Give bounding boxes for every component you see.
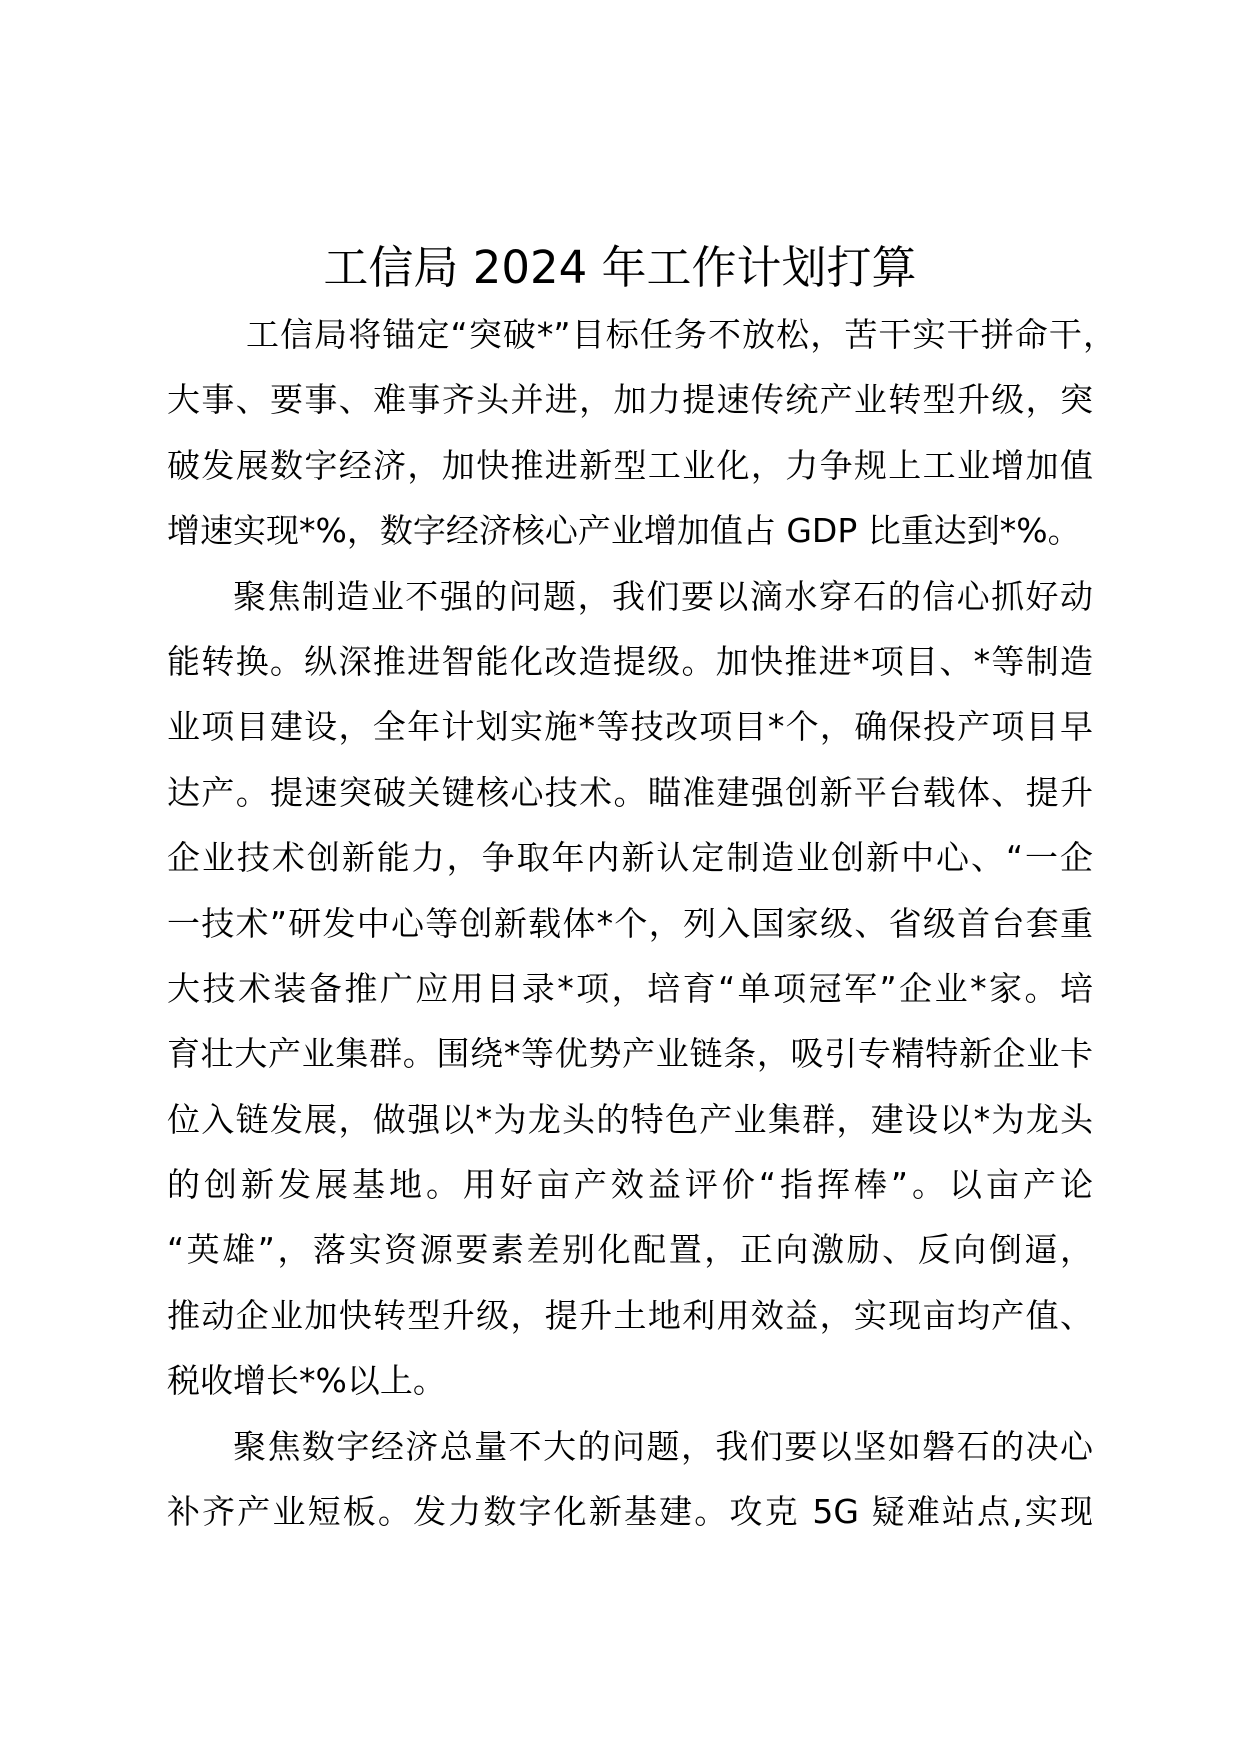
text-line: 增速实现*%，数字经济核心产业增加值占 GDP 比重达到*%。 xyxy=(167,511,1081,551)
text-line: 达产。提速突破关键核心技术。瞄准建强创新平台载体、提升 xyxy=(167,772,1093,812)
text-line: 的创新发展基地。用好亩产效益评价“指挥棒”。以亩产论 xyxy=(167,1165,1093,1205)
text-line: 能转换。纵深推进智能化改造提级。加快推进*项目、*等制造 xyxy=(167,641,1093,681)
text-line: 推动企业加快转型升级，提升土地利用效益，实现亩均产值、 xyxy=(167,1295,1093,1335)
paragraph xyxy=(167,564,1093,1414)
text-line: “英雄”，落实资源要素差别化配置，正向激励、反向倒逼， xyxy=(167,1230,1093,1270)
text-line: 位入链发展，做强以*为龙头的特色产业集群，建设以*为龙头 xyxy=(167,1099,1093,1139)
text-line: 一技术”研发中心等创新载体*个，列入国家级、省级首台套重 xyxy=(167,903,1093,943)
paragraph xyxy=(167,302,1116,564)
text-line: 补齐产业短板。发力数字化新基建。攻克 5G 疑难站点,实现 xyxy=(167,1492,1093,1532)
document-body xyxy=(167,302,1116,1544)
text-line: 破发展数字经济，加快推进新型工业化，力争规上工业增加值 xyxy=(167,445,1093,485)
text-line: 税收增长*%以上。 xyxy=(167,1361,446,1401)
text-line: 聚焦制造业不强的问题，我们要以滴水穿石的信心抓好动 xyxy=(233,576,1093,616)
text-line: 育壮大产业集群。围绕*等优势产业链条，吸引专精特新企业卡 xyxy=(167,1034,1093,1074)
text-line: 大事、要事、难事齐头并进，加力提速传统产业转型升级，突 xyxy=(167,380,1093,420)
text-line: 聚焦数字经济总量不大的问题，我们要以坚如磐石的决心 xyxy=(233,1426,1093,1466)
text-line: 工信局将锚定“突破*”目标任务不放松，苦干实干拼命干， xyxy=(246,315,1116,354)
paragraph xyxy=(167,1414,1093,1545)
text-line: 大技术装备推广应用目录*项，培育“单项冠军”企业*家。培 xyxy=(167,968,1093,1008)
text-line: 业项目建设，全年计划实施*等技改项目*个，确保投产项目早 xyxy=(167,707,1093,747)
text-line: 企业技术创新能力，争取年内新认定制造业创新中心、“一企 xyxy=(167,838,1093,878)
page-title: 工信局 2024 年工作计划打算 xyxy=(323,241,917,294)
